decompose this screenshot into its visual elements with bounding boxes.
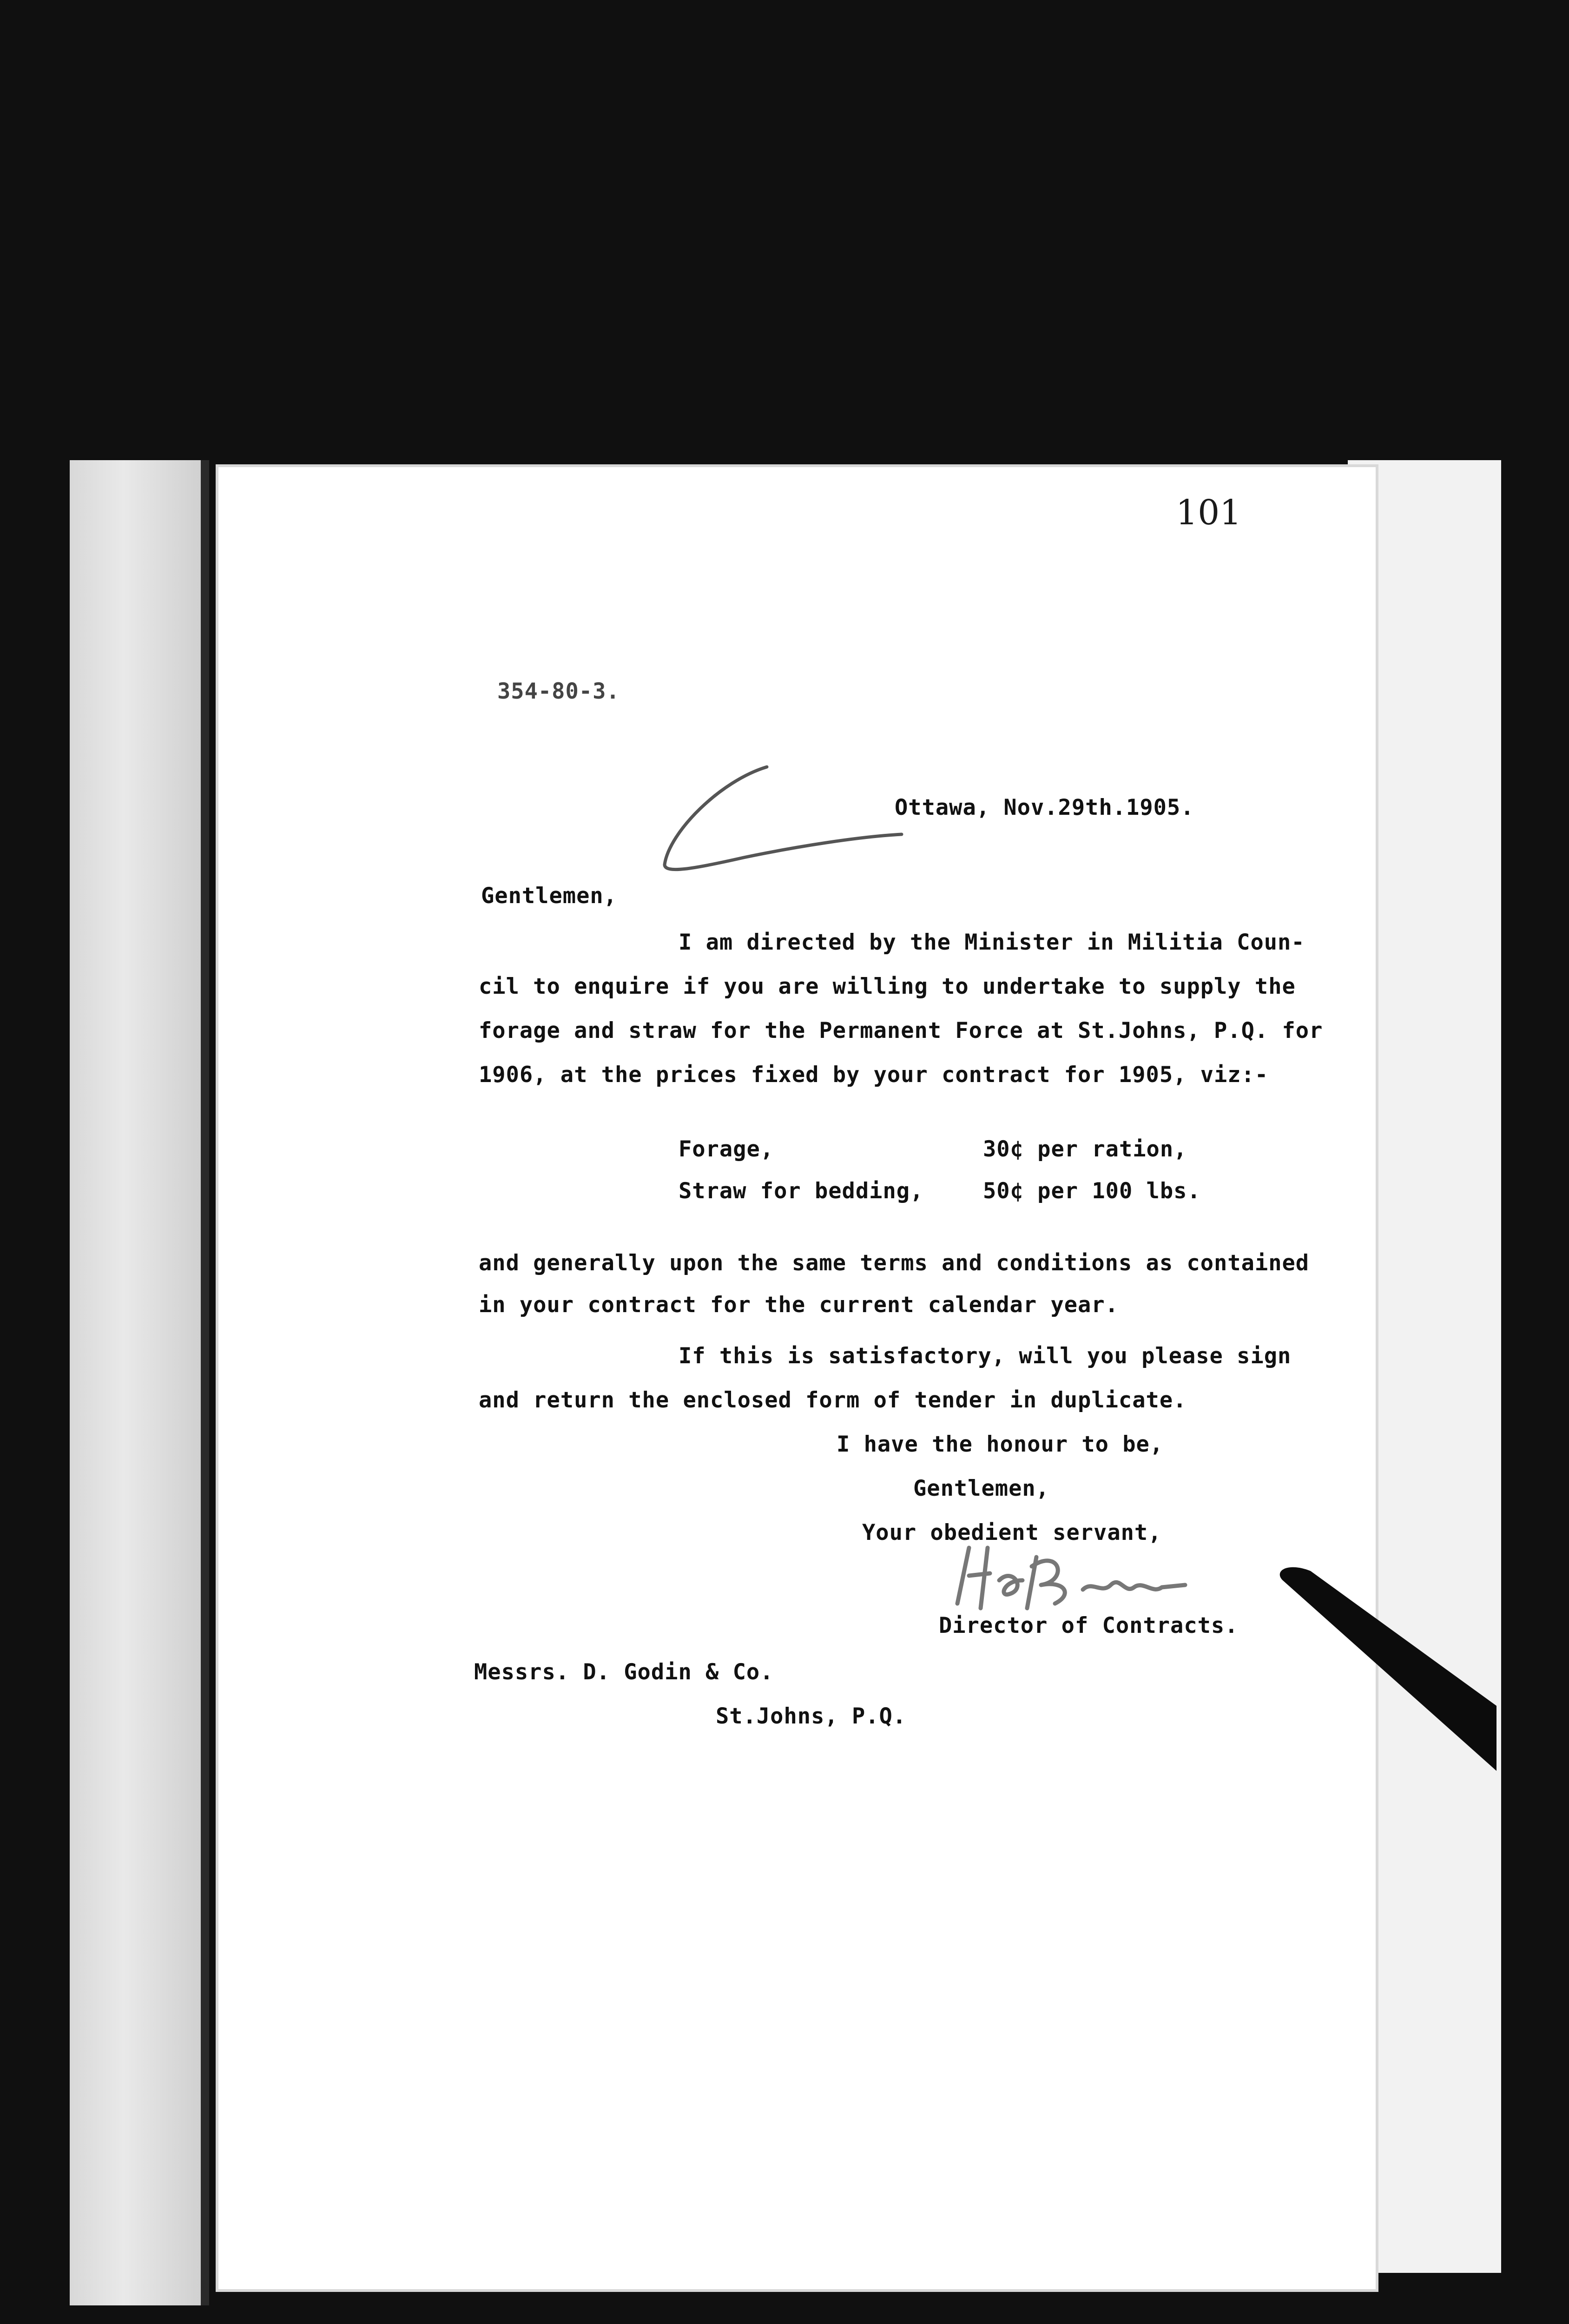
body-line: and return the enclosed form of tender in duplicate. [479, 1387, 1187, 1413]
closing-servant: Your obedient servant, [862, 1520, 1162, 1545]
handwritten-signature [948, 1538, 1190, 1618]
addressee-location: St.Johns, P.Q. [716, 1703, 907, 1729]
previous-page-edge [70, 460, 204, 2305]
signatory-title: Director of Contracts. [939, 1613, 1239, 1638]
page-gutter [201, 460, 209, 2305]
body-line: cil to enquire if you are willing to undertake to supply the [479, 974, 1296, 999]
addressee-name: Messrs. D. Godin & Co. [474, 1659, 774, 1685]
item-price: 30¢ per ration, [983, 1136, 1187, 1162]
body-line: If this is satisfactory, will you please sign [679, 1343, 1292, 1369]
pen-flourish-mark [651, 753, 911, 883]
body-line: and generally upon the same terms and conditions as contained [479, 1250, 1310, 1276]
page-holder-blade [1273, 1552, 1506, 1776]
body-line: I am directed by the Minister in Militia Coun- [679, 930, 1305, 955]
letter-page [218, 467, 1376, 2289]
body-line: forage and straw for the Permanent Force at St.Johns, P.Q. for [479, 1018, 1323, 1043]
file-reference: 354-80-3. [497, 679, 620, 704]
item-name: Forage, [679, 1136, 774, 1162]
item-price: 50¢ per 100 lbs. [983, 1178, 1201, 1204]
item-name: Straw for bedding, [679, 1178, 924, 1204]
body-line: in your contract for the current calendar year. [479, 1292, 1119, 1318]
closing-line: I have the honour to be, [837, 1432, 1164, 1457]
page-number: 101 [1176, 493, 1242, 533]
body-line: 1906, at the prices fixed by your contract for 1905, viz:- [479, 1062, 1269, 1088]
salutation: Gentlemen, [481, 883, 617, 909]
place-date: Ottawa, Nov.29th.1905. [895, 795, 1194, 820]
closing-salutation: Gentlemen, [913, 1476, 1049, 1501]
